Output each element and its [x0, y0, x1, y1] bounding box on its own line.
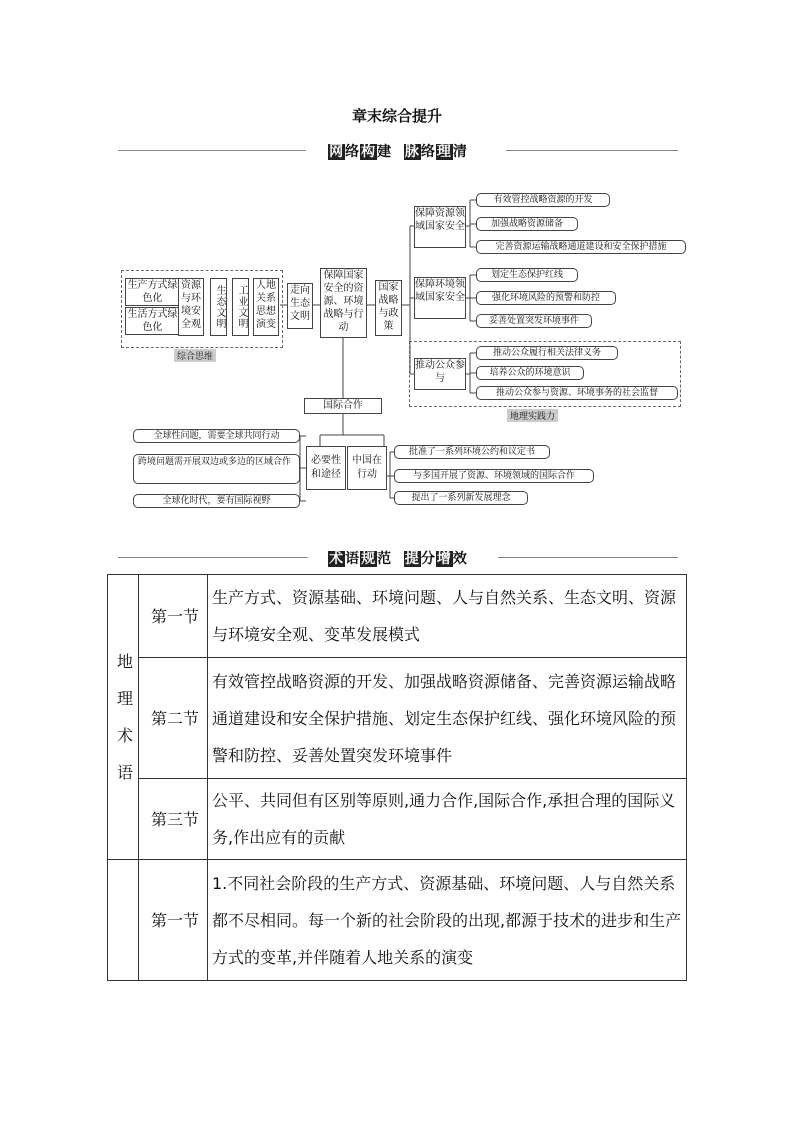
- term-text: 生产方式、资源基础、环境问题、人与自然关系、生态文明、资源与环境安全观、变革发展模式: [208, 575, 687, 658]
- banner-char: 提: [404, 551, 420, 567]
- public-item: 推动公众参与资源、环境事务的社会监督: [476, 386, 678, 400]
- table-row: [108, 779, 687, 860]
- public-item: 推动公众履行相关法律义务: [476, 346, 618, 360]
- green-life-box: 生活方式绿色化: [125, 307, 180, 335]
- term-text: 公平、共同但有区别等原则,通力合作,国际合作,承担合理的国际义务,作出应有的贡献: [208, 779, 687, 860]
- banner-char: 增: [436, 551, 452, 567]
- comprehensive-thinking-label: 综合思维: [174, 349, 216, 362]
- term-text: 有效管控战略资源的开发、加强战略资源储备、完善资源运输战略通道建设和安全保护措施、划定生态保护红线、强化环境风险的预警和防控、妥善处置突发环境事件: [208, 658, 687, 779]
- env-item: 强化环境风险的预警和防控: [476, 291, 616, 305]
- human-land-thought-box: 人地关系思想演变: [253, 278, 279, 336]
- category-cell: [108, 575, 139, 860]
- banner-char: 规: [361, 551, 377, 567]
- necessity-item: 全球化时代，要有国际视野: [133, 494, 300, 508]
- table-row: [108, 658, 687, 779]
- national-strategy-policy-box: 国家战略与政策: [375, 280, 402, 336]
- section-banner-terms: [118, 548, 678, 568]
- green-production-box: 生产方式绿色化: [125, 278, 180, 306]
- banner-char: 构: [361, 144, 377, 160]
- toward-eco-civilization-box: 走向生态文明: [287, 283, 313, 329]
- banner-char: 络: [345, 144, 361, 160]
- china-item: 批准了一系列环境公约和议定书: [394, 445, 550, 459]
- banner-char: 脉: [404, 144, 420, 160]
- china-action-box: 中国在行动: [347, 446, 387, 490]
- env-item: 划定生态保护红线: [476, 268, 578, 282]
- table-row: [108, 575, 687, 658]
- resource-item: 有效管控战略资源的开发: [476, 193, 610, 207]
- env-security-box: 保障环境领域国家安全: [414, 277, 466, 319]
- resource-item: 完善资源运输战略通道建设和安全保护措施: [476, 240, 686, 254]
- section-cell: 第三节: [139, 779, 208, 860]
- terms-table: [107, 574, 687, 981]
- resource-security-box: 保障资源领域国家安全: [414, 206, 466, 248]
- resource-item: 加强战略资源储备: [476, 217, 578, 231]
- banner-char: 语: [345, 551, 361, 567]
- china-item: 提出了一系列新发展理念: [394, 491, 528, 505]
- national-security-strategy-box: 保障国家安全的资源、环境战略与行动: [320, 268, 367, 338]
- section-cell: 第二节: [139, 658, 208, 779]
- banner-char: 理: [436, 144, 452, 160]
- banner-char: 术: [329, 551, 345, 567]
- table-row: [108, 860, 687, 981]
- necessity-item: 跨境问题需开展双边或多边的区域合作: [133, 454, 300, 484]
- banner-char: 效: [452, 551, 468, 567]
- section-cell: 第一节: [139, 860, 208, 981]
- public-item: 培养公众的环境意识: [476, 366, 584, 380]
- public-participation-box: 推动公众参与: [414, 358, 466, 390]
- category-cell-empty: [108, 860, 139, 981]
- banner-char: 络: [420, 144, 436, 160]
- term-text: 1.不同社会阶段的生产方式、资源基础、环境问题、人与自然关系都不尽相同。每一个新的社会阶段的出现,都源于技术的进步和生产方式的变革,并伴随着人地关系的演变: [208, 860, 687, 981]
- resource-env-security-box: 资源与环境安全观: [178, 278, 204, 336]
- china-item: 与多国开展了资源、环境领域的国际合作: [394, 469, 594, 483]
- banner-char: 网: [329, 144, 345, 160]
- section-cell: 第一节: [139, 575, 208, 658]
- banner-char: 清: [452, 144, 468, 160]
- necessity-box: 必要性和途径: [306, 446, 346, 490]
- banner-char: 范: [377, 551, 393, 567]
- banner-char: 分: [420, 551, 436, 567]
- page-title: 章末综合提升: [351, 107, 442, 125]
- banner-char: 建: [377, 144, 393, 160]
- env-item: 妥善处置突发环境事件: [476, 314, 592, 328]
- intl-cooperation-box: 国际合作: [304, 398, 382, 414]
- eco-civilization-box: 生态文明: [210, 278, 227, 336]
- industrial-civilization-box: 工业文明: [232, 278, 249, 336]
- necessity-item: 全球性问题，需要全球共同行动: [133, 429, 300, 443]
- geo-practice-label: 地理实践力: [507, 409, 558, 422]
- category-label: 地理术语: [116, 652, 133, 782]
